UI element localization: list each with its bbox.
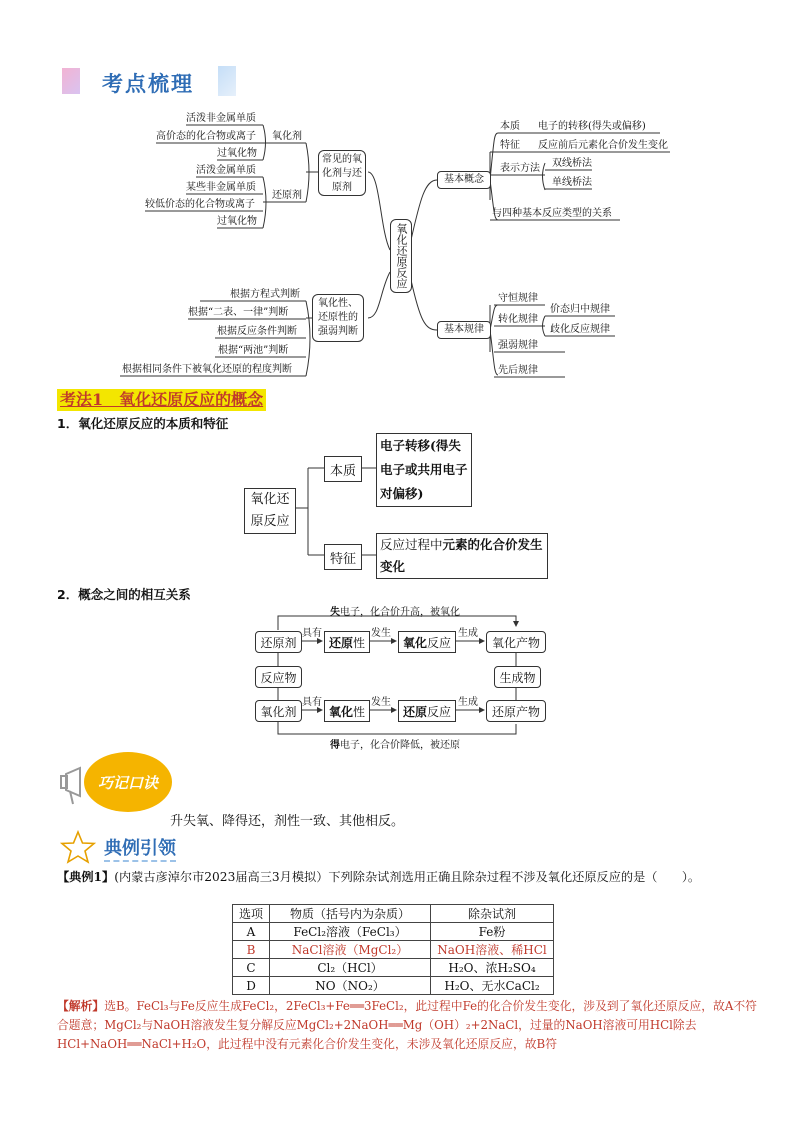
relation-ox-product: 氧化产物 [486,631,546,653]
table-row [233,923,554,941]
table-cell: NaCl溶液（MgCl₂） [270,941,431,959]
table-header-cell: 选项 [233,905,270,923]
feature-label: 特征 [500,140,520,151]
relation-occur-2: 发生 [371,697,391,708]
hub-basic-law: 基本规律 [437,321,491,339]
analysis: 【解析】选B。FeCl₃与Fe反应生成FeCl₂，2FeCl₃+Fe══3FeCl₂，此过程中Fe的化合价发生变化，涉及到了氧化还原反应，故A不符合题意；MgCl₂与NaOH溶液发生复分解反应MgCl₂+2NaOH══Mg（OH）₂+2NaCl，过量的NaOH溶液可用HCl除去HCl+NaOH══NaCl+H₂O，此过程中没有元素化合价发生变化，未涉及氧化还原反应，故B符 [57,999,757,1051]
relation-red-product: 还原产物 [486,700,546,722]
relation-reactant: 反应物 [255,666,302,688]
sub-heading-2: 2．概念之间的相互关系 [57,587,191,602]
oxidizer-item-3: 过氧化物 [217,148,257,159]
hub-oxidizer-reducer: 常见的氧化剂与还原剂 [318,150,366,196]
table-cell: Fe粉 [431,923,554,941]
hub-strength-judge: 氧化性、还原性的强弱判断 [312,294,364,342]
example-question: 【典例1】(内蒙古彦淖尔市2023届高三3月模拟）下列除杂试剂选用正确且除杂过程不涉及氧化还原反应的是（ ）。 [57,870,701,884]
relation-reducibility: 还原 性 [324,631,370,653]
judge-item-2: 根据“二表、一律”判断 [188,307,289,318]
mnemonic-badge: 巧记口诀 [84,752,172,812]
page-title: 考点梳理 [102,72,194,96]
table-cell: FeCl₂溶液（FeCl₃） [270,923,431,941]
relation-top-note: 失电子，化合价升高，被氧化 [330,607,460,618]
table-cell: Cl₂（HCl） [270,959,431,977]
diagram-root: 氧化还原反应 [244,488,296,534]
table-cell: C [233,959,270,977]
relation-reducer: 还原剂 [255,631,302,653]
relation-oxidability: 氧化 性 [324,700,370,722]
diagram-essence-desc: 电子转移(得失电子或共用电子对偏移) [376,433,472,507]
relation-form-2: 生成 [458,697,478,708]
table-row [233,959,554,977]
example-heading: 典例引领 [104,834,176,862]
relation-have-1: 具有 [302,628,322,639]
law-convert-item-1: 价态归中规律 [550,304,610,315]
reducer-item-3: 较低价态的化合物或离子 [145,199,255,210]
table-cell: B [233,941,270,959]
table-cell: A [233,923,270,941]
relation-red-reaction: 还原 反应 [398,700,456,722]
sub-heading-1: 1．氧化还原反应的本质和特征 [57,416,229,431]
reducer-label: 还原剂 [272,190,302,201]
table-cell: NaOH溶液、稀HCl [431,941,554,959]
reducer-item-1: 活泼金属单质 [196,165,256,176]
options-table [232,904,554,995]
law-convert-item-2: 歧化反应规律 [550,324,610,335]
hub-basic-concept: 基本概念 [437,171,491,189]
essence-value: 电子的转移(得失或偏移) [538,121,646,132]
method-item-2: 单线桥法 [552,177,592,188]
relation-ox-reaction: 氧化 反应 [398,631,456,653]
essence-label: 本质 [500,121,520,132]
diagram-essence: 本质 [324,456,362,482]
judge-item-4: 根据“两池”判断 [218,345,289,356]
table-header [233,905,554,923]
oxidizer-item-1: 活泼非金属单质 [186,113,256,124]
mindmap-center: 氧化还原反应 [390,219,412,293]
law-conserve: 守恒规律 [498,293,538,304]
table-cell: H₂O、浓H₂SO₄ [431,959,554,977]
law-convert: 转化规律 [498,314,538,325]
method-label: 表示方法 [500,163,540,174]
mnemonic-text: 升失氧、降得还，剂性一致、其他相反。 [170,814,405,829]
law-order: 先后规律 [498,365,538,376]
table-header-cell: 除杂试剂 [431,905,554,923]
relation-item: 与四种基本反应类型的关系 [492,208,612,219]
diagram-feature-desc: 反应过程中元素的化合价发生变化 [376,533,548,579]
judge-item-1: 根据方程式判断 [230,289,300,300]
table-cell: H₂O、无水CaCl₂ [431,977,554,995]
section-title: 考法1 氧化还原反应的概念 [57,389,266,411]
law-strong-weak: 强弱规律 [498,340,538,351]
diagram-feature: 特征 [324,544,362,570]
table-cell: D [233,977,270,995]
star-icon [60,830,96,864]
table-row [233,941,554,959]
table-cell: NO（NO₂） [270,977,431,995]
relation-have-2: 具有 [302,697,322,708]
feature-value: 反应前后元素化合价发生变化 [538,140,668,151]
oxidizer-label: 氧化剂 [272,131,302,142]
relation-bottom-note: 得电子，化合价降低，被还原 [330,740,460,751]
relation-oxidizer: 氧化剂 [255,700,302,722]
relation-form-1: 生成 [458,628,478,639]
table-header-cell: 物质（括号内为杂质） [270,905,431,923]
method-item-1: 双线桥法 [552,158,592,169]
relation-product: 生成物 [494,666,541,688]
reducer-item-2: 某些非金属单质 [186,182,256,193]
reducer-item-4: 过氧化物 [217,216,257,227]
judge-item-3: 根据反应条件判断 [217,326,297,337]
table-row [233,977,554,995]
judge-item-5: 根据相同条件下被氧化还原的程度判断 [122,364,292,375]
oxidizer-item-2: 高价态的化合物或离子 [156,131,256,142]
relation-occur-1: 发生 [371,628,391,639]
